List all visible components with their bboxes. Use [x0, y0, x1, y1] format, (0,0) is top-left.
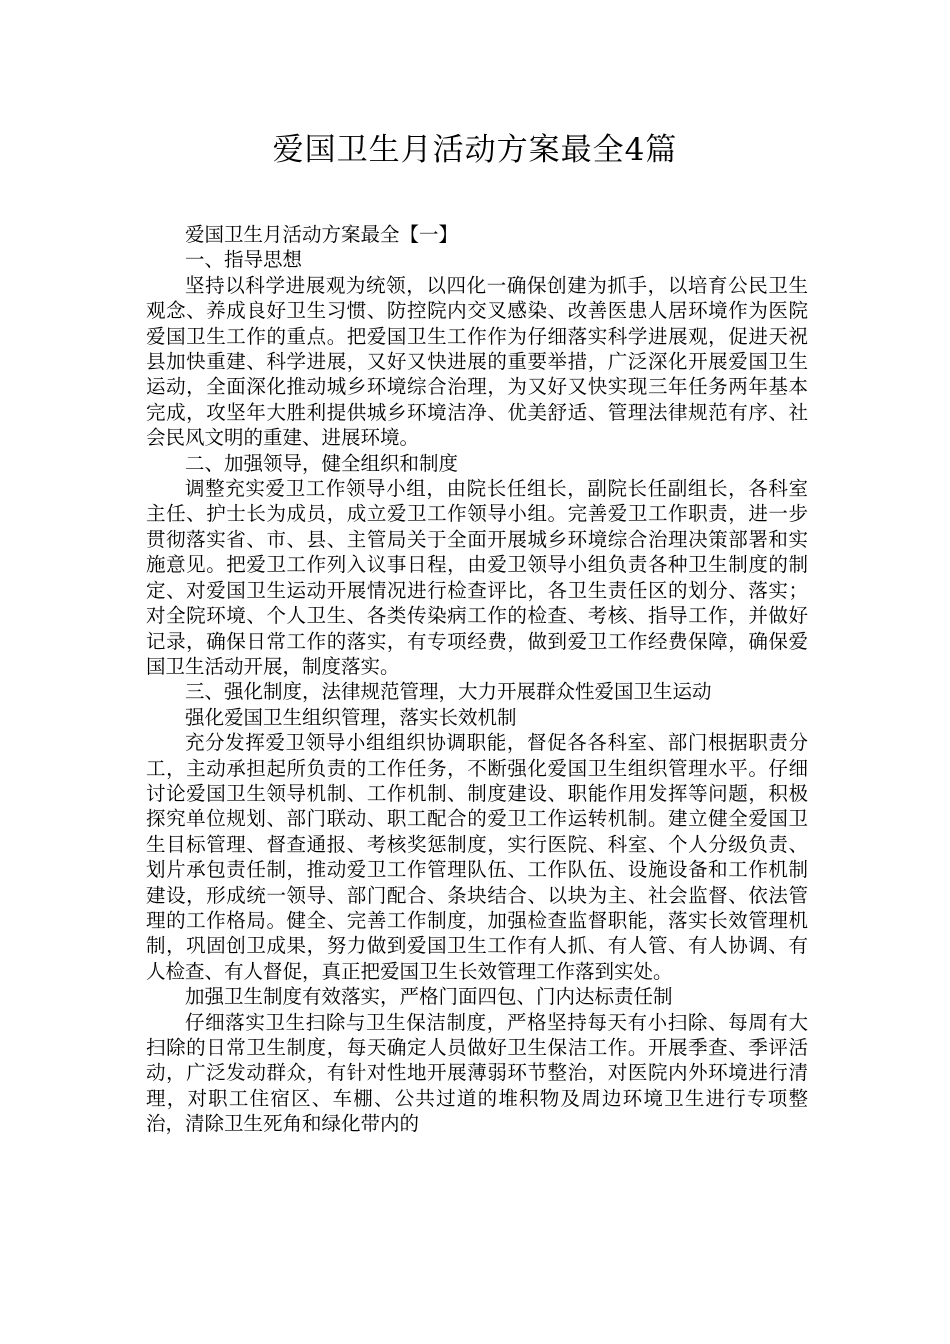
paragraph: 调整充实爱卫工作领导小组，由院长任组长，副院长任副组长，各科室主任、护士长为成员，成立爱卫工作领导小组。完善爱卫工作职责，进一步贯彻落实省、市、县、主管局关于全面开展城乡环境综合治理决策部署和实施意见。把爱卫工作列入议事日程，由爱卫领导小组负责各种卫生制度的制定、对爱国卫生运动开展情况进行检查评比，各卫生责任区的划分、落实；对全院环境、个人卫生、各类传染病工作的检查、考核、指导工作，并做好记录，确保日常工作的落实，有专项经费，做到爱卫工作经费保障，确保爱国卫生活动开展，制度落实。 [146, 477, 808, 678]
paragraph: 充分发挥爱卫领导小组组织协调职能，督促各各科室、部门根据职责分工，主动承担起所负责的工作任务，不断强化爱国卫生组织管理水平。仔细讨论爱国卫生领导机制、工作机制、制度建设、职能作用发挥等问题，积极探究单位规划、部门联动、职工配合的爱卫工作运转机制。建立健全爱国卫生目标管理、督查通报、考核奖惩制度，实行医院、科室、个人分级负责、划片承包责任制，推动爱卫工作管理队伍、工作队伍、设施设备和工作机制建设，形成统一领导、部门配合、条块结合、以块为主、社会监督、依法管理的工作格局。健全、完善工作制度，加强检查监督职能，落实长效管理机制，巩固创卫成果，努力做到爱国卫生工作有人抓、有人管、有人协调、有人检查、有人督促，真正把爱国卫生长效管理工作落到实处。 [146, 731, 808, 983]
subheading: 加强卫生制度有效落实，严格门面四包、门内达标责任制 [185, 985, 673, 1009]
section-heading: 爱国卫生月活动方案最全【一】 [185, 223, 459, 246]
subheading: 三、强化制度，法律规范管理，大力开展群众性爱国卫生运动 [185, 680, 712, 704]
document-title: 爱国卫生月活动方案最全4篇 [272, 132, 678, 168]
paragraph: 仔细落实卫生扫除与卫生保洁制度，严格坚持每天有小扫除、每周有大扫除的日常卫生制度，每天确定人员做好卫生保洁工作。开展季查、季评活动，广泛发动群众，有针对性地开展薄弱环节整治，对医院内外环境进行清理，对职工住宿区、车棚、公共过道的堆积物及周边环境卫生进行专项整治，清除卫生死角和绿化带内的 [146, 1010, 808, 1136]
subheading: 一、指导思想 [185, 248, 303, 272]
subheading: 强化爱国卫生组织管理，落实长效机制 [185, 705, 517, 729]
subheading: 二、加强领导，健全组织和制度 [185, 451, 459, 475]
paragraph: 坚持以科学进展观为统领，以四化一确保创建为抓手，以培育公民卫生观念、养成良好卫生习惯、防控院内交叉感染、改善医患人居环境作为医院爱国卫生工作的重点。把爱国卫生工作作为仔细落实科学进展观，促进天祝县加快重建、科学进展，又好又快进展的重要举措，广泛深化开展爱国卫生运动，全面深化推动城乡环境综合治理，为又好又快实现三年任务两年基本完成，攻坚年大胜利提供城乡环境洁净、优美舒适、管理法律规范有序、社会民风文明的重建、进展环境。 [146, 273, 808, 450]
document-body [146, 222, 808, 1137]
